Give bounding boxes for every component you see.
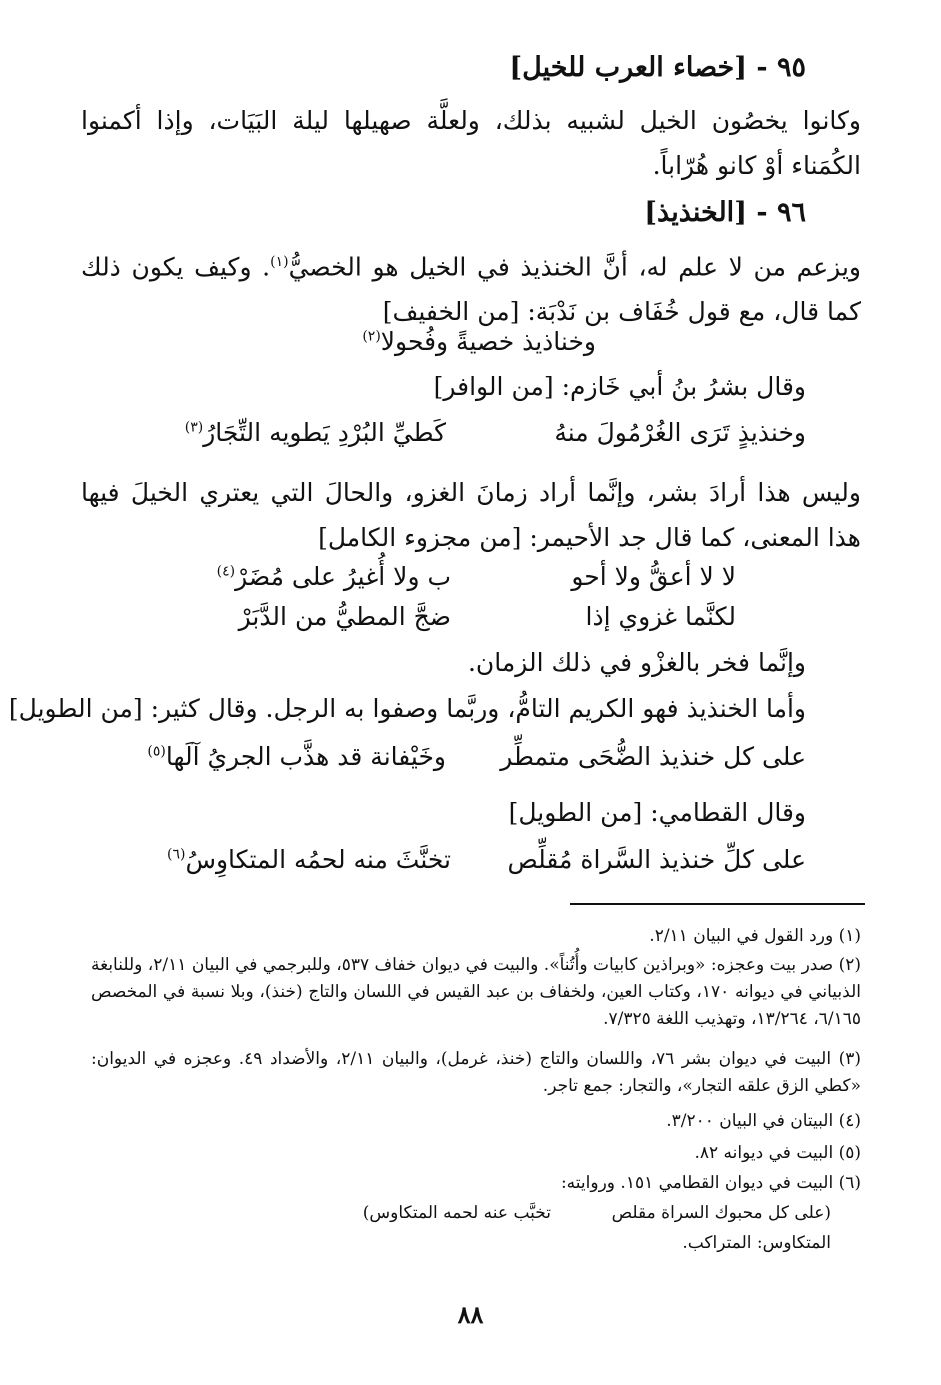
footnote-3: (٣) البيت في ديوان بشر ٧٦، واللسان والتاج (خنذ، غرمل)، والبيان ٢/١١، والأضداد ٤٩. وعجزه في الديوان: «كطي الزق علقه التجار»، والتجار: جمع تاجر. [91,1049,862,1096]
footnote-6: (٦) البيت في ديوان القطامي ١٥١. وروايته: [560,1173,861,1193]
footnote-ref-1: (١) [270,254,289,270]
verse-khafaf [362,327,596,356]
footnote-2: (٢) صدر بيت وعجزه: «وبراذين كابيات وأُتُناً». والبيت في ديوان خفاف ٥٣٧، وللبرجمي في البيان ٢/١١، وللنابغة الذبياني في ديوانه ١٧٠، وكتاب العين، ولخفاف بن عبد القيس في اللسان والتاج (خنذ)، وبلا نسبة في المخصص ٦/١٦٥، ١٣/٢٦٤، وتهذيب اللغة ٧/٣٢٥. [91,955,861,1029]
section-96-paragraph-1 [81,240,861,334]
verse-qutami-second-hemistich [167,845,451,874]
verse-qutami-second-text: تخنَّثَ منه لحمُه المتكاوِسُ [185,845,451,874]
verse-bishr-second-hemistich [185,418,446,447]
section-96-paragraph-2: وليس هذا أرادَ بشر، وإنَّما أراد زمانَ الغزو، والحالَ التي يعتري الخيلَ فيها هذا المعنى، كما قال جد الأحيمر: [من مجزوء الكامل] [81,478,861,552]
section-95-heading: ٩٥ - [خصاء العرب للخيل] [509,52,806,83]
page-number: ٨٨ [457,1300,484,1329]
footnote-ref-6: (٦) [166,846,186,863]
footnote-5: (٥) البيت في ديوانه ٨٢. [694,1143,861,1163]
verse-qutami-first-hemistich: على كلِّ خنذيذ السَّراة مُقلِّص [507,845,806,874]
footnote-ref-5: (٥) [147,743,166,760]
verse-ahaymir-1-second-hemistich [217,562,451,591]
verse-khafaf-text: وخناذيذ خصيةً وفُحولا [380,327,596,356]
footnote-separator [570,903,865,905]
footnote-6-verse-second: تخبَّب عنه لحمه المتكاوس) [362,1203,551,1223]
verse-ahaymir-1-second-text: ب ولا أُغيرُ على مُضَرْ [235,562,451,591]
section-96-heading: ٩٦ - [الخنذيذ] [644,197,806,228]
bishr-intro-line: وقال بشرُ بنُ أبي خَازم: [من الوافر] [433,372,806,401]
footnote-6-verse-first: (على كل محبوك السراة مقلص [611,1203,831,1223]
verse-bishr-first-hemistich: وخنذيذٍ تَرَى الغُرْمُولَ منهُ [554,418,806,447]
verse-kathir-second-hemistich [147,742,446,771]
verse-ahaymir-2-second-hemistich: ضجَّ المطيُّ من الدَّبَرْ [238,602,451,631]
verse-ahaymir-1-first-hemistich: لا لا أعقُّ ولا أحو [571,562,736,591]
verse-bishr-second-text: كَطيِّ البُرْدِ يَطويه التِّجَارُ [203,418,446,447]
footnote-1: (١) ورد القول في البيان ٢/١١. [649,926,861,946]
qutami-intro-line: وقال القطامي: [من الطويل] [508,798,806,827]
verse-kathir-first-hemistich: على كل خنذيذ الضُّحَى متمطِّر [500,742,806,771]
footnote-4: (٤) البيتان في البيان ٣/٢٠٠. [666,1111,861,1131]
fakhr-line: وإنَّما فخر بالغزْو في ذلك الزمان. [467,648,806,677]
footnote-ref-4: (٤) [216,563,236,580]
verse-ahaymir-2-first-hemistich: لكنَّما غزوي إذا [585,602,736,631]
footnote-6-gloss: المتكاوس: المتراكب. [682,1233,831,1253]
footnote-ref-3: (٣) [184,419,204,436]
paragraph-1-part-a: ويزعم من لا علم له، أنَّ الخنذيذ في الخيل هو الخصيُّ [288,252,862,282]
kathir-intro-line: وأما الخنذيذ فهو الكريم التامُّ، وربَّما وصفوا به الرجل. وقال كثير: [من الطويل] [8,694,806,723]
paragraph-1-part-b: . وكيف يكون ذلك كما قال، مع قول خُفَاف بن نَدْبَة: [من الخفيف] [81,252,861,327]
footnote-ref-2: (٢) [362,328,381,345]
verse-kathir-second-text: وخَيْفانة قد هذَّب الجريُ آلَها [165,742,446,771]
section-95-text: وكانوا يخصُون الخيل لشبيه بذلك، ولعلَّة صهيلها ليلة البَيَات، وإذا أكمنوا الكُمَناء أوْ كانو هُرّاباً. [81,106,861,180]
